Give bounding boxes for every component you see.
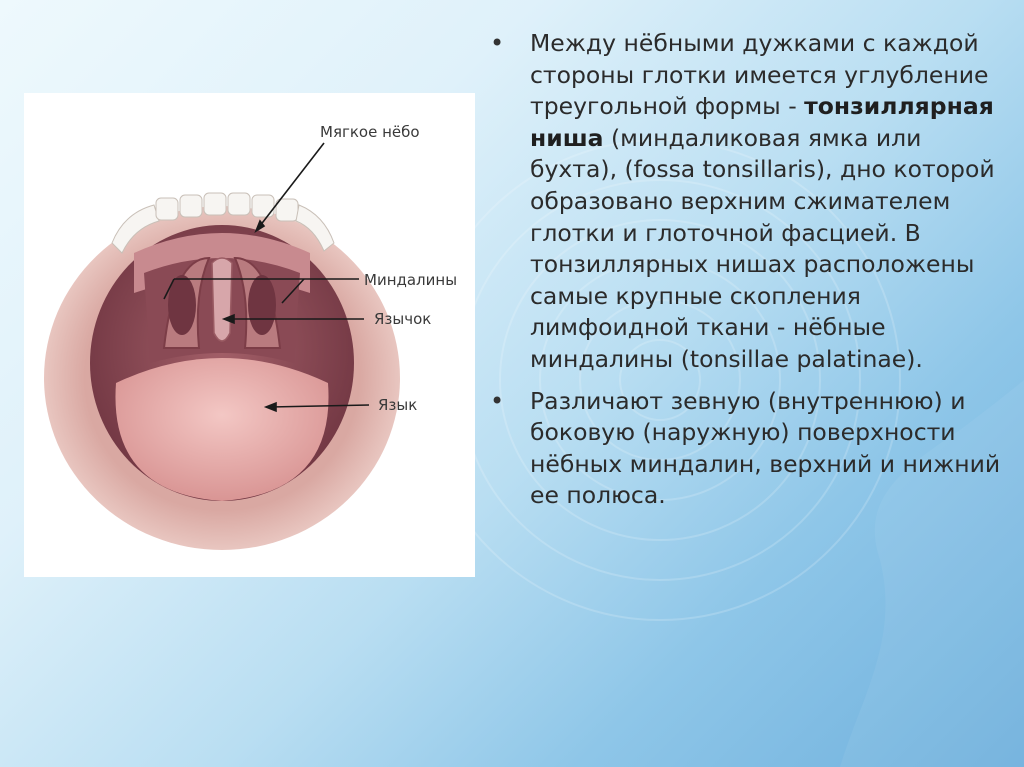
mouth-drawing	[24, 93, 475, 577]
bullet-symbol: •	[490, 386, 505, 415]
bullet-paragraph	[530, 386, 1008, 512]
bullet-paragraph	[530, 28, 1008, 376]
label-soft-palate: Мягкое нёбо	[320, 123, 420, 141]
bullet-item	[488, 28, 1008, 376]
mouth-illustration	[24, 93, 475, 577]
slide-text	[488, 28, 1008, 522]
bullet-symbol: •	[490, 29, 505, 57]
tonsil-right	[248, 275, 276, 335]
bullet-text-before: Между нёбными дужками с каждой стороны глотки имеется углубление треугольной формы -	[530, 29, 989, 121]
label-uvula: Язычок	[374, 310, 432, 328]
label-tonsils: Миндалины	[364, 271, 458, 289]
bullet-item	[488, 386, 1008, 512]
uvula	[212, 258, 232, 341]
label-tongue: Язык	[378, 396, 418, 414]
bullet-bold-term: тонзиллярная ниша	[530, 92, 994, 152]
bullet-text-before: Различают зевную (внутреннюю) и боковую (наружную) поверхности нёбных миндалин, верхний и нижний ее полюса.	[530, 386, 1001, 510]
bullet-text-after: (миндаликовая ямка или бухта), (fossa tonsillaris), дно которой образовано верхним сжимателем глотки и глоточной фасцией. В тонзиллярных нишах расположены самые крупные скопления лимфоидной ткани - нёбные миндалины (tonsillae palatinae).	[530, 123, 995, 373]
